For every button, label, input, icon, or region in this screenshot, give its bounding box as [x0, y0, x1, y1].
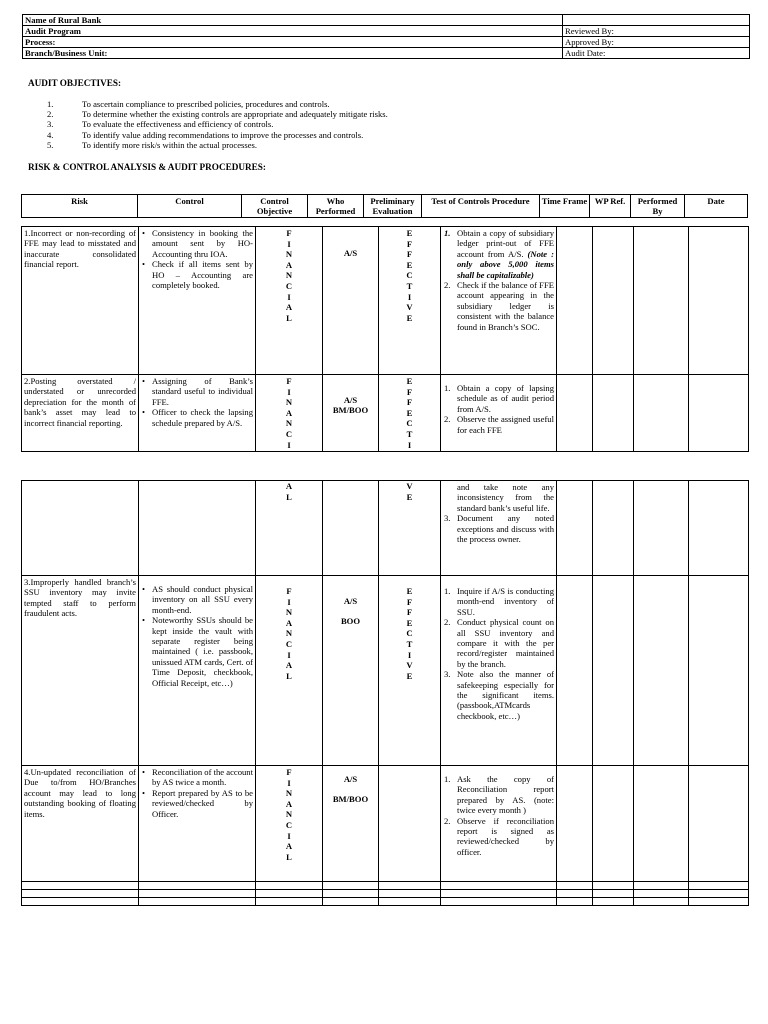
test-step: 2. Check if the balance of FFE account appearing in the subsidiary ledger is consistent with the balance found in Branch’s SOC.: [444, 280, 554, 332]
control-item: • Officer to check the lapsing schedule prepared by A/S.: [152, 407, 253, 428]
risk-table-part-1: [21, 226, 749, 452]
time-frame-cell: [557, 227, 593, 375]
table-row: [22, 576, 749, 766]
col-risk: Risk: [22, 195, 138, 218]
audit-program-label: Audit Program: [23, 26, 563, 37]
wp-ref-cell: [593, 375, 634, 452]
approved-by-field: Approved By:: [563, 37, 750, 48]
time-frame-cell: [557, 375, 593, 452]
time-frame-cell: [557, 481, 593, 576]
test-step: 2. Observe if reconciliation report is signed as reviewed/checked by officer.: [444, 815, 554, 857]
date-cell: [689, 766, 749, 882]
test-step: 1. Inquire if A/S is conducting month-end inventory of SSU.: [444, 586, 554, 617]
table-row-empty: [22, 898, 749, 906]
control-cell: [139, 766, 256, 882]
date-cell: [689, 227, 749, 375]
performed-by-cell: [634, 766, 689, 882]
objective-item: 1. To ascertain compliance to prescribed policies, procedures and controls.: [47, 99, 330, 109]
control-item: • AS should conduct physical inventory on all SSU every month-end.: [152, 584, 253, 615]
table-row: [22, 227, 749, 375]
col-preliminary-evaluation: Preliminary Evaluation: [364, 195, 422, 218]
col-wp-ref: WP Ref.: [590, 195, 631, 218]
test-step: 3. Note also the manner of safekeeping especially for the significant items. (passbook,ATMcards checkbook, etc…): [444, 669, 554, 721]
col-control-objective: Control Objective: [242, 195, 308, 218]
test-step: 2. Conduct physical count on all SSU inventory and compare it with the per record/register maintained by the branch.: [444, 617, 554, 669]
control-objective-cell: F I N A N C I: [256, 375, 323, 452]
preliminary-evaluation-cell: E F F E C T I V E: [379, 576, 441, 766]
test-procedure-cell: [441, 375, 557, 452]
control-item: • Consistency in booking the amount sent by HO-Accounting thru IOA.: [152, 228, 253, 259]
who-performed-cell: A/S BM/BOO: [323, 766, 379, 882]
control-objective-cell: A L: [256, 481, 323, 576]
who-performed-cell: [323, 481, 379, 576]
performed-by-cell: [634, 481, 689, 576]
table-row: [22, 375, 749, 452]
reviewed-by-field: Reviewed By:: [563, 26, 750, 37]
rural-bank-name-label: Name of Rural Bank: [23, 15, 563, 26]
performed-by-cell: [634, 576, 689, 766]
date-cell: [689, 576, 749, 766]
test-step: 1. Obtain a copy of lapsing schedule as of audit period from A/S.: [444, 383, 554, 414]
col-test-of-controls: Test of Controls Procedure: [422, 195, 540, 218]
column-header-table: [21, 194, 748, 218]
control-cell: [139, 227, 256, 375]
col-performed-by: Performed By: [631, 195, 685, 218]
col-control: Control: [138, 195, 242, 218]
preliminary-evaluation-cell: E F F E C T I: [379, 375, 441, 452]
header-blank-cell: [563, 15, 750, 26]
col-who-performed: Who Performed: [308, 195, 364, 218]
time-frame-cell: [557, 766, 593, 882]
performed-by-cell: [634, 227, 689, 375]
audit-header-table: [22, 14, 750, 59]
col-date: Date: [685, 195, 748, 218]
control-objective-cell: F I N A N C I A L: [256, 227, 323, 375]
objective-item: 3. To evaluate the effectiveness and efficiency of controls.: [47, 119, 274, 130]
audit-objectives-title: AUDIT OBJECTIVES:: [28, 78, 122, 88]
risk-cell: 4.Un-updated reconciliation of Due to/from HO/Branches account may lead to long outstanding booking of floating items.: [22, 766, 139, 882]
control-cell: [139, 576, 256, 766]
branch-unit-label: Branch/Business Unit:: [23, 48, 563, 59]
control-item: • Assigning of Bank’s standard useful to individual FFE.: [152, 376, 253, 407]
test-step: 1. Obtain a copy of subsidiary ledger print-out of FFE account from A/S. (Note : only above 5,000 items shall be capitalizable): [444, 228, 554, 280]
test-procedure-cell: [441, 481, 557, 576]
control-objective-cell: F I N A N C I A L: [256, 766, 323, 882]
objective-item: 5. To identify more risk/s within the actual processes.: [47, 139, 258, 150]
date-cell: [689, 375, 749, 452]
risk-cell: 3.Improperly handled branch’s SSU inventory may invite tempted staff to perform fraudulent acts.: [22, 576, 139, 766]
table-row: [22, 766, 749, 882]
wp-ref-cell: [593, 227, 634, 375]
risk-control-title: RISK & CONTROL ANALYSIS & AUDIT PROCEDURES:: [28, 162, 266, 172]
who-performed-cell: A/S: [323, 227, 379, 375]
control-item: • Noteworthy SSUs should be kept inside the vault with separate register being maintained ( i.e. passbook, unissued ATM cards, Cert. of Time Deposit, checkbook, Official Receipt, etc…): [152, 615, 253, 688]
test-step-continued: and take note any inconsistency from the standard bank’s useful life.: [457, 482, 554, 513]
process-label: Process:: [23, 37, 563, 48]
control-cell: [139, 481, 256, 576]
wp-ref-cell: [593, 766, 634, 882]
test-step: 1. Ask the copy of Reconciliation report prepared by AS. (note: twice every month ): [444, 774, 554, 816]
risk-table-part-2: [21, 480, 749, 906]
test-procedure-cell: [441, 227, 557, 375]
control-item: • Report prepared by AS to be reviewed/checked by Officer.: [152, 788, 253, 819]
control-cell: [139, 375, 256, 452]
who-performed-cell: A/S BOO: [323, 576, 379, 766]
objective-item: 4. To identify value adding recommendations to improve the processes and controls.: [47, 129, 364, 140]
test-step: 2. Observe the assigned useful for each FFE: [444, 414, 554, 435]
preliminary-evaluation-cell: E F F E C T I V E: [379, 227, 441, 375]
preliminary-evaluation-cell: V E: [379, 481, 441, 576]
test-procedure-cell: [441, 766, 557, 882]
audit-objectives-list: [47, 99, 388, 150]
audit-date-field: Audit Date:: [563, 48, 750, 59]
control-objective-cell: F I N A N C I A L: [256, 576, 323, 766]
control-item: • Check if all items sent by HO – Accounting are completely booked.: [152, 259, 253, 290]
col-time-frame: Time Frame: [540, 195, 590, 218]
wp-ref-cell: [593, 481, 634, 576]
who-performed-cell: A/S BM/BOO: [323, 375, 379, 452]
time-frame-cell: [557, 576, 593, 766]
preliminary-evaluation-cell: [379, 766, 441, 882]
test-step: 3. Document any noted exceptions and discuss with the process owner.: [444, 513, 554, 545]
control-item: • Reconciliation of the account by AS twice a month.: [152, 767, 253, 788]
test-procedure-cell: [441, 576, 557, 766]
wp-ref-cell: [593, 576, 634, 766]
table-row: [22, 481, 749, 576]
table-row-empty: [22, 890, 749, 898]
risk-cell: [22, 481, 139, 576]
risk-cell: 2.Posting overstated / understated or unrecorded depreciation for the month of bank’s asset may lead to incorrect financial reporting.: [22, 375, 139, 452]
risk-cell: 1.Incorrect or non-recording of FFE may lead to misstated and inaccurate consolidated financial report.: [22, 227, 139, 375]
date-cell: [689, 481, 749, 576]
table-row-empty: [22, 882, 749, 890]
objective-item: 2. To determine whether the existing controls are appropriate and adequately mitigate risks.: [47, 109, 388, 120]
performed-by-cell: [634, 375, 689, 452]
